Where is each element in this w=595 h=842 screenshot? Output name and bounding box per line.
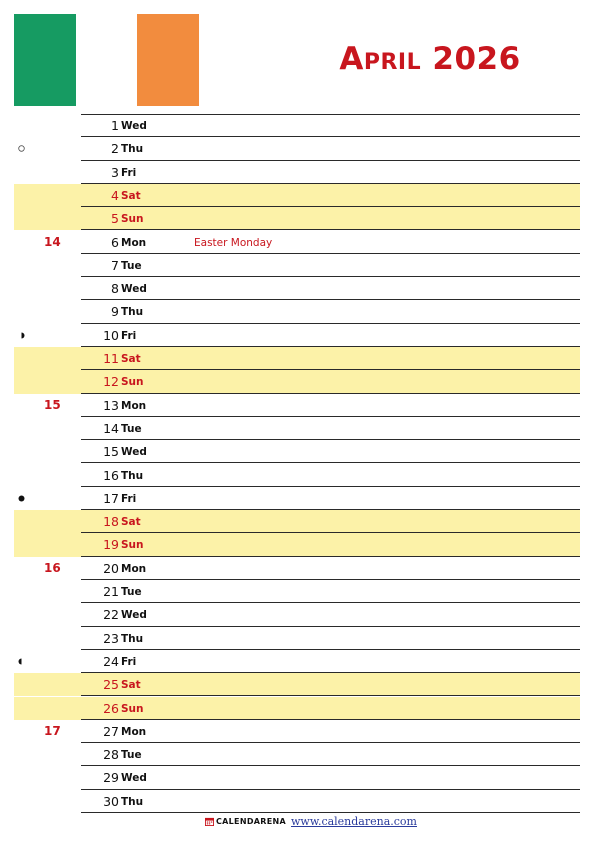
day-of-week: Thu — [121, 306, 144, 319]
day-number: 18 — [103, 514, 119, 530]
day-number: 13 — [103, 397, 119, 413]
day-number: 26 — [103, 700, 119, 716]
calendar-day-row — [14, 161, 580, 184]
day-number: 7 — [111, 257, 119, 273]
day-of-week: Tue — [121, 259, 142, 272]
page-title — [300, 41, 560, 77]
day-of-week: Tue — [121, 749, 142, 762]
day-number: 2 — [111, 141, 119, 157]
footer-brand — [205, 817, 286, 826]
footer-brand-label: CALENDARENA — [216, 817, 286, 826]
calendar-day-row — [14, 231, 580, 254]
day-of-week: Mon — [121, 562, 147, 575]
calendar-day-row — [14, 324, 580, 347]
day-of-week: Fri — [121, 492, 137, 505]
day-number: 21 — [103, 584, 119, 599]
title-month: April — [339, 41, 422, 77]
calendar-day-row — [14, 254, 580, 277]
full-moon-icon — [18, 145, 25, 152]
day-of-week: Thu — [121, 795, 144, 808]
flag-band-orange — [137, 14, 199, 106]
day-of-week: Thu — [121, 632, 144, 645]
calendar-day-row — [14, 370, 580, 393]
day-number: 3 — [111, 164, 119, 180]
calendar-day-row — [14, 487, 580, 510]
row-divider — [81, 812, 580, 813]
day-number: 16 — [103, 467, 119, 483]
flag-band-green — [14, 14, 76, 106]
calendar-icon — [205, 817, 214, 826]
day-of-week: Fri — [121, 329, 137, 342]
day-of-week: Wed — [121, 609, 147, 622]
day-number: 4 — [111, 187, 119, 203]
holiday-label: Easter Monday — [194, 236, 273, 249]
day-number: 5 — [111, 211, 119, 227]
calendar-day-row — [14, 184, 580, 207]
calendar-day-row — [14, 743, 580, 766]
calendar-day-row — [14, 766, 580, 789]
day-of-week: Wed — [121, 120, 147, 132]
day-number: 11 — [103, 351, 119, 366]
last-quarter-icon — [18, 332, 25, 339]
calendar-day-row — [14, 277, 580, 300]
day-number: 28 — [103, 747, 119, 763]
day-number: 10 — [103, 327, 119, 343]
day-of-week: Fri — [121, 655, 137, 668]
day-number: 27 — [103, 723, 119, 739]
calendar-day-row — [14, 697, 580, 720]
day-number: 30 — [103, 793, 119, 809]
day-of-week: Tue — [121, 422, 142, 435]
day-number: 9 — [111, 304, 119, 320]
calendar-day-row — [14, 557, 580, 580]
day-number: 23 — [103, 630, 119, 646]
day-of-week: Mon — [121, 236, 147, 249]
day-number: 24 — [103, 653, 119, 669]
calendar-day-row — [14, 417, 580, 440]
day-of-week: Mon — [121, 725, 147, 738]
week-number: 16 — [44, 560, 61, 575]
calendar-day-row — [14, 114, 580, 137]
week-number: 17 — [44, 723, 61, 738]
calendar-day-row — [14, 510, 580, 533]
day-of-week: Wed — [121, 446, 147, 459]
day-number: 25 — [103, 677, 119, 693]
day-of-week: Thu — [121, 143, 144, 156]
new-moon-icon — [18, 495, 25, 502]
day-number: 19 — [103, 537, 119, 553]
day-of-week: Sat — [121, 189, 141, 202]
day-of-week: Mon — [121, 399, 147, 412]
irish-flag — [14, 14, 199, 106]
day-of-week: Sat — [121, 516, 141, 529]
calendar-day-row — [14, 603, 580, 626]
day-number: 14 — [103, 420, 119, 436]
day-of-week: Fri — [121, 166, 137, 179]
day-of-week: Sun — [121, 702, 144, 715]
day-of-week: Thu — [121, 469, 144, 482]
calendar-day-row — [14, 673, 580, 696]
day-number: 6 — [111, 234, 119, 250]
day-number: 12 — [103, 374, 119, 390]
flag-band-white — [76, 14, 138, 106]
day-of-week: Wed — [121, 283, 147, 296]
day-number: 17 — [103, 490, 119, 506]
calendar-day-row — [14, 300, 580, 323]
footer-url-link[interactable]: www.calendarena.com — [291, 815, 417, 828]
title-year: 2026 — [432, 41, 521, 77]
day-number: 15 — [103, 444, 119, 460]
day-number: 20 — [103, 560, 119, 576]
day-number: 1 — [111, 118, 119, 133]
day-number: 8 — [111, 281, 119, 297]
first-quarter-icon — [18, 658, 25, 665]
calendar-day-row — [14, 720, 580, 743]
calendar-day-row — [14, 394, 580, 417]
day-of-week: Tue — [121, 586, 142, 598]
calendar-day-row — [14, 790, 580, 813]
day-of-week: Sat — [121, 679, 141, 692]
day-of-week: Sun — [121, 376, 144, 389]
calendar-day-row — [14, 137, 580, 160]
day-of-week: Sun — [121, 539, 144, 552]
calendar-day-row — [14, 533, 580, 556]
day-number: 22 — [103, 607, 119, 623]
day-of-week: Wed — [121, 772, 147, 785]
week-number: 14 — [44, 234, 61, 249]
week-number: 15 — [44, 397, 61, 412]
calendar-day-row — [14, 464, 580, 487]
footer — [0, 815, 595, 833]
calendar-day-row — [14, 650, 580, 673]
day-of-week: Sat — [121, 353, 141, 365]
day-number: 29 — [103, 770, 119, 786]
calendar-day-row — [14, 440, 580, 463]
day-of-week: Sun — [121, 213, 144, 226]
calendar-day-row — [14, 580, 580, 603]
calendar-day-row — [14, 207, 580, 230]
calendar-day-row — [14, 627, 580, 650]
calendar-day-row — [14, 347, 580, 370]
